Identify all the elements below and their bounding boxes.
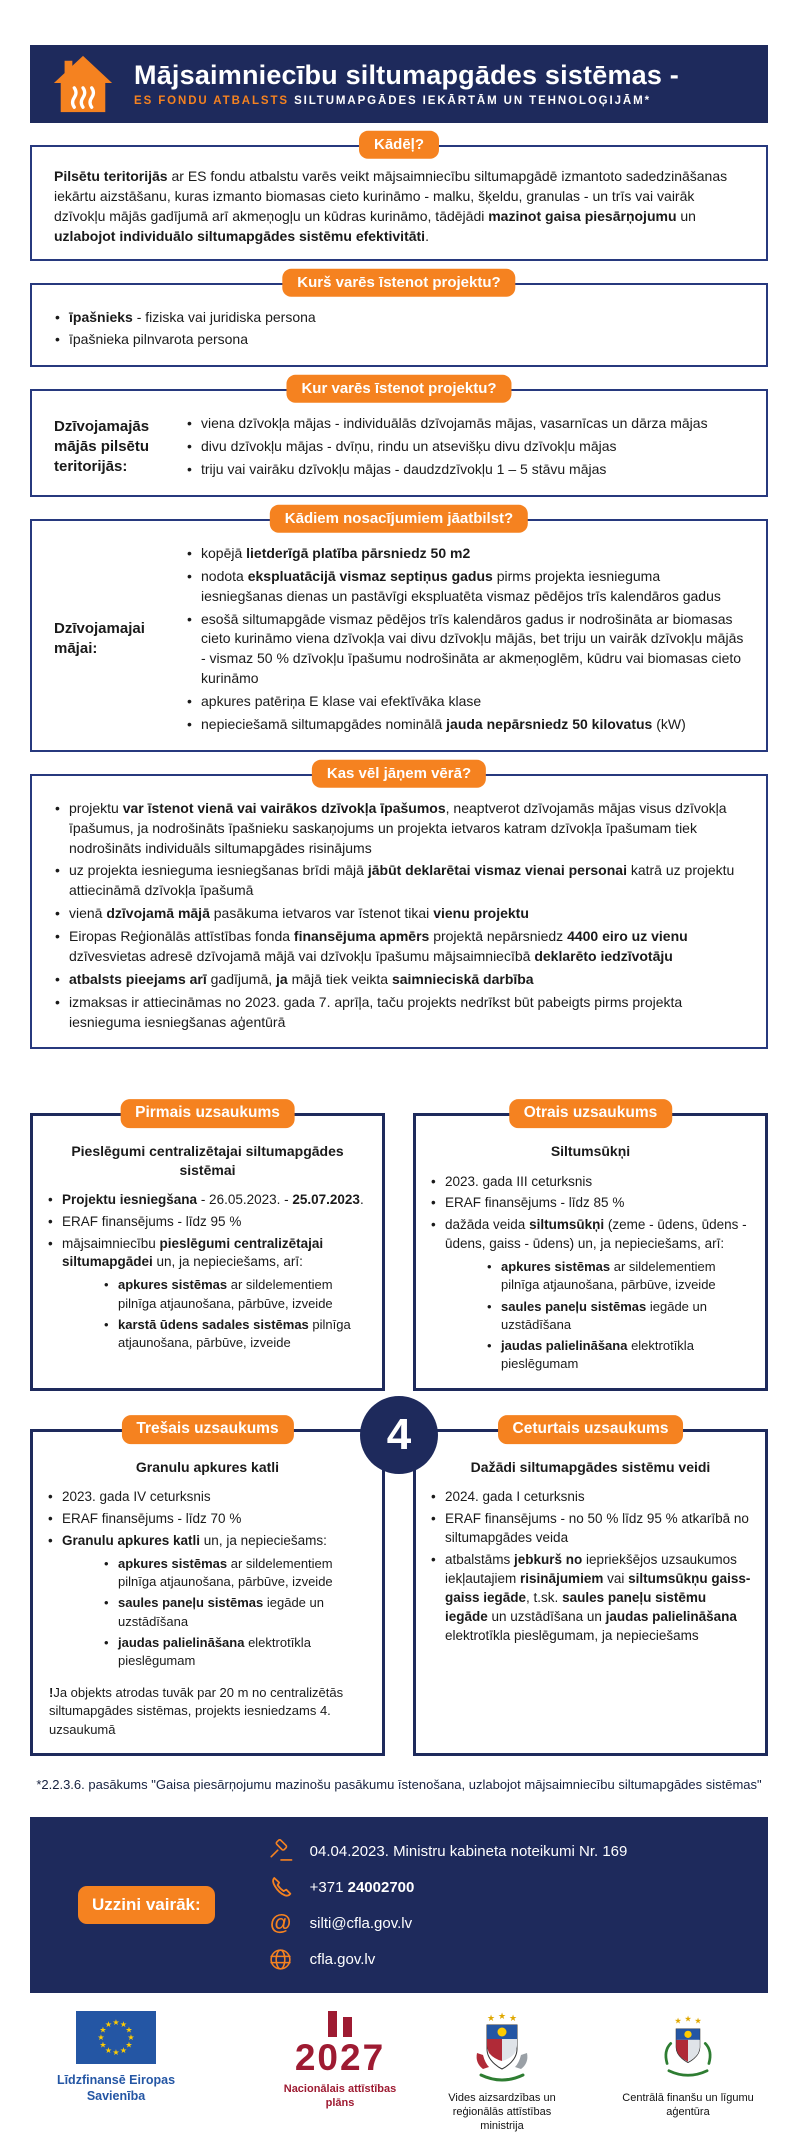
- svg-text:★: ★: [99, 2025, 107, 2035]
- list-item: • jaudas palielināšana elektrotīkla pieslēgumam: [103, 1634, 364, 1670]
- header-text: [134, 61, 679, 107]
- website-row: [267, 1945, 628, 1973]
- svg-text:★: ★: [508, 2014, 518, 2025]
- where-side-label: Dzīvojamajās mājās pilsētu teritorijās:: [54, 417, 150, 476]
- call-fourth-badge: Ceturtais uzsaukums: [498, 1415, 684, 1444]
- page-subtitle: [134, 95, 679, 107]
- section-who-badge: Kurš varēs īstenot projektu?: [282, 268, 515, 296]
- learn-more-badge: Uzzini vairāk:: [78, 1886, 215, 1924]
- list-item: • ERAF finansējums - līdz 70 %: [47, 1510, 368, 1529]
- cfla-logo-caption: Centrālā finanšu un līgumu aģentūra: [622, 2092, 754, 2119]
- svg-text:★: ★: [694, 2015, 702, 2026]
- varam-ministry-logo: [432, 2011, 572, 2133]
- section-conditions-badge: Kādiem nosacījumiem jāatbilst?: [270, 505, 528, 533]
- call-second-title: Siltumsūkņi: [550, 1143, 631, 1160]
- section-where-badge: Kur varēs īstenot projektu?: [286, 375, 511, 403]
- list-item: • nodota ekspluatācijā vismaz septiņus gadus pirms projekta iesnieguma iesniegšanas dienas un pastāvīgi ekspluatēta vismaz pēdējos trīs kalendāros gadus: [186, 567, 744, 607]
- logos-row: [46, 2011, 758, 2133]
- list-item: • viena dzīvokļa mājas - individuālās dzīvojamās mājas, vasarnīcas un dārza mājas: [186, 414, 744, 434]
- list-item: • apkures sistēmas ar sildelementiem pilnīga atjaunošana, pārbūve, izveide: [103, 1276, 364, 1312]
- call-third-badge: Trešais uzsaukums: [121, 1415, 293, 1444]
- call-fourth-bullets: [430, 1488, 751, 1645]
- calls-count-badge: 4: [360, 1396, 438, 1474]
- svg-text:★: ★: [119, 2046, 128, 2056]
- phone-number[interactable]: +371 24002700: [309, 1878, 415, 1896]
- list-item: • īpašnieks - fiziska vai juridiska persona: [54, 308, 744, 328]
- email-row: [267, 1909, 628, 1937]
- list-item: • ERAF finansējums - no 50 % līdz 95 % atkarībā no siltumapgādes veida: [430, 1510, 751, 1548]
- call-first-badge: Pirmais uzsaukums: [120, 1100, 295, 1129]
- list-item: • triju vai vairāku dzīvokļu mājas - daudzdzīvokļu 1 – 5 stāvu mājas: [186, 460, 744, 480]
- list-item: • Eiropas Reģionālās attīstības fonda finansējuma apmērs projektā nepārsniedz 4400 eiro uz vienu dzīvesvietas adresē dzīvojamā mājā vai dzīvokļu īpašumu mājsaimniecībā deklarēto iedzīvotāju: [54, 927, 744, 967]
- section-considerations-badge: Kas vēl jāņem vērā?: [312, 760, 486, 788]
- calls-grid: [30, 1104, 768, 1755]
- regulation-text: 04.04.2023. Ministru kabineta noteikumi Nr. 169: [309, 1842, 628, 1860]
- globe-icon: [267, 1945, 295, 1973]
- website-url[interactable]: cfla.gov.lv: [309, 1950, 376, 1968]
- eu-cofunded-logo: [46, 2011, 186, 2104]
- call-fourth-title: Dažādi siltumapgādes sistēmu veidi: [470, 1459, 711, 1476]
- list-item: • īpašnieka pilnvarota persona: [54, 330, 744, 350]
- list-item: • uz projekta iesnieguma iesniegšanas brīdi mājā jābūt deklarētai vismaz vienai personai katrā uz projektu attiecināmā dzīvokļa īpašumā: [54, 861, 744, 901]
- svg-text:★: ★: [127, 2033, 135, 2043]
- gavel-icon: [267, 1837, 295, 1865]
- svg-text:★: ★: [486, 2014, 496, 2025]
- ndp-logo-caption: Nacionālais attīstības plāns: [283, 2083, 397, 2110]
- list-item: • divu dzīvokļu mājas - dvīņu, rindu un atsevišķu divu dzīvokļu mājas: [186, 437, 744, 457]
- list-item: • karstā ūdens sadales sistēmas pilnīga atjaunošana, pārbūve, izveide: [103, 1316, 364, 1352]
- section-why: [30, 135, 768, 261]
- svg-text:★: ★: [104, 2020, 113, 2030]
- list-item: • atbalsts pieejams arī gadījumā, ja mājā tiek veikta saimnieciskā darbība: [54, 970, 744, 990]
- call-second-sub-bullets: [486, 1258, 747, 1373]
- list-item: • vienā dzīvojamā mājā pasākuma ietvaros var īstenot tikai vienu projektu: [54, 904, 744, 924]
- call-third-warning-note: !Ja objekts atrodas tuvāk par 20 m no centralizētās siltumapgādes sistēmas, projekts iesniedzams 4. uzsaukumā: [49, 1685, 344, 1737]
- svg-text:★: ★: [125, 2025, 133, 2035]
- list-item: • apkures sistēmas ar sildelementiem pilnīga atjaunošana, pārbūve, izveide: [103, 1555, 364, 1591]
- list-item: • saules paneļu sistēmas iegāde un uzstādīšana: [486, 1298, 747, 1334]
- conditions-side-label: Dzīvojamajai mājai:: [54, 620, 145, 658]
- call-box-second: [413, 1104, 768, 1391]
- call-second-badge: Otrais uzsaukums: [509, 1100, 673, 1129]
- varam-coat-of-arms-icon: [469, 2011, 535, 2085]
- varam-logo-caption: Vides aizsardzības un reģionālās attīstības ministrija: [448, 2092, 556, 2132]
- call-box-fourth: [413, 1420, 768, 1756]
- conditions-content: [54, 541, 744, 738]
- header-banner: [30, 45, 768, 123]
- measure-footnote: *2.2.3.6. pasākums "Gaisa piesārņojumu mazinošu pasākumu īstenošana, uzlabojot mājsaimniecību siltumapgādes sistēmas": [36, 1776, 762, 1792]
- page-title: Mājsaimniecību siltumapgādes sistēmas -: [134, 59, 679, 90]
- list-item: • apkures sistēmas ar sildelementiem pilnīga atjaunošana, pārbūve, izveide: [486, 1258, 747, 1294]
- phone-row: [267, 1873, 628, 1901]
- list-item: • Granulu apkures katli un, ja nepieciešams:: [47, 1532, 368, 1551]
- section-who: [30, 273, 768, 368]
- svg-text:★: ★: [99, 2040, 107, 2050]
- list-item: • ERAF finansējums - līdz 95 %: [47, 1213, 368, 1232]
- where-bullet-list: [186, 411, 744, 483]
- flyer-page: [0, 45, 798, 2148]
- svg-text:★: ★: [112, 2018, 120, 2028]
- svg-text:★: ★: [119, 2020, 128, 2030]
- ndp-year: 2027: [294, 2037, 386, 2079]
- list-item: • mājsaimniecību pieslēgumi centralizētajai siltumapgādei un, ja nepieciešams, arī:: [47, 1235, 368, 1273]
- svg-text:★: ★: [497, 2012, 507, 2023]
- cfla-agency-logo: [618, 2011, 758, 2120]
- call-box-first: [30, 1104, 385, 1391]
- svg-text:★: ★: [97, 2033, 105, 2043]
- call-third-bullets: [47, 1488, 368, 1551]
- conditions-bullet-list: [186, 541, 744, 738]
- section-why-badge: Kādēļ?: [359, 131, 439, 159]
- svg-text:★: ★: [104, 2046, 113, 2056]
- call-first-sub-bullets: [103, 1276, 364, 1352]
- contact-footer: [30, 1817, 768, 1993]
- list-item: • Projektu iesniegšana - 26.05.2023. - 25.07.2023.: [47, 1191, 368, 1210]
- call-third-title: Granulu apkures katli: [135, 1459, 280, 1476]
- call-second-bullets: [430, 1173, 751, 1255]
- phone-icon: [267, 1873, 295, 1901]
- considerations-bullet-list: [54, 799, 744, 1033]
- list-item: • nepieciešamā siltumapgādes nominālā jauda nepārsniedz 50 kilovatus (kW): [186, 715, 744, 735]
- list-item: • apkures patēriņa E klase vai efektīvāka klase: [186, 692, 744, 712]
- list-item: • 2024. gada I ceturksnis: [430, 1488, 751, 1507]
- svg-text:★: ★: [112, 2048, 120, 2058]
- list-item: • saules paneļu sistēmas iegāde un uzstādīšana: [103, 1594, 364, 1630]
- call-first-title: Pieslēgumi centralizētajai siltumapgādes sistēmai: [71, 1143, 344, 1178]
- call-box-third: [30, 1420, 385, 1756]
- regulation-row: [267, 1837, 628, 1865]
- svg-text:★: ★: [674, 2015, 682, 2026]
- list-item: • esošā siltumapgāde vismaz pēdējos trīs kalendāros gadus ir nodrošināta ar biomasas cieto kurināmo viena dzīvokļa vai divu dzīvokļu mājās, bet triju un vairāk dzīvokļu mājās - vismaz 50 % dzīvokļu īpašumu nodrošināta ar akmeņoglēm, kūdru vai biomasas cieto kurināmo: [186, 610, 744, 690]
- list-item: • izmaksas ir attiecināmas no 2023. gada 7. aprīļa, taču projekts nedrīkst būt pabeigts pirms projekta iesnieguma iesniegšanas aģentūrā: [54, 993, 744, 1033]
- heating-house-icon: [52, 53, 114, 115]
- list-item: • ERAF finansējums - līdz 85 %: [430, 1194, 751, 1213]
- svg-text:★: ★: [684, 2013, 692, 2024]
- ndp-bars-icon: [328, 2011, 352, 2037]
- subtitle-highlight: ES FONDU ATBALSTS: [134, 95, 289, 108]
- national-development-plan-logo: [270, 2011, 410, 2111]
- eu-logo-caption: Līdzfinansē Eiropas Savienība: [56, 2073, 176, 2103]
- list-item: • projektu var īstenot vienā vai vairākos dzīvokļa īpašumos, neaptverot dzīvojamās mājas visus dzīvokļa īpašumus, ja nodrošināts īpašnieku saskaņojums un projekta ietvaros katram dzīvokļa īpašumam tiek nodrošināts individuāls siltumapgādes risinājums: [54, 799, 744, 859]
- list-item: • dažāda veida siltumsūkņi (zeme - ūdens, ūdens - ūdens, gaiss - ūdens) un, ja nepieciešams, arī:: [430, 1216, 751, 1254]
- section-where: [30, 380, 768, 497]
- who-bullet-list: [54, 308, 744, 351]
- list-item: • kopējā lietderīgā platība pārsniedz 50 m2: [186, 544, 744, 564]
- call-first-bullets: [47, 1191, 368, 1273]
- where-content: [54, 411, 744, 483]
- list-item: • 2023. gada IV ceturksnis: [47, 1488, 368, 1507]
- contact-rows: [267, 1837, 628, 1973]
- svg-text:★: ★: [125, 2040, 133, 2050]
- section-conditions: [30, 509, 768, 752]
- at-icon: @: [269, 1910, 292, 1936]
- email-address[interactable]: silti@cfla.gov.lv: [309, 1914, 413, 1932]
- list-item: • 2023. gada III ceturksnis: [430, 1173, 751, 1192]
- why-paragraph: Pilsētu teritorijās ar ES fondu atbalstu varēs veikt mājsaimniecību siltumapgādē izmantoto sadedzināšanas iekārtu aizstāšanu, kuras izmanto biomasas cieto kurināmo - malku, šķeldu, granulas - un trīs vai vairāk dzīvokļu mājās gadījumā arī akmeņogļu un kūdras kurināmo, tādējādi mazinot gaisa piesārņojumu un uzlabojot individuālo siltumapgādes sistēmu efektivitāti.: [54, 168, 728, 244]
- list-item: • jaudas palielināšana elektrotīkla pieslēgumam: [486, 1337, 747, 1373]
- eu-flag-icon: [76, 2011, 156, 2064]
- cfla-coat-of-arms-icon: [658, 2011, 718, 2085]
- subtitle-rest: SILTUMAPGĀDES IEKĀRTĀM UN TEHNOLOĢIJĀM*: [288, 95, 651, 108]
- section-considerations: [30, 764, 768, 1050]
- call-third-sub-bullets: [103, 1555, 364, 1670]
- list-item: • atbalstāms jebkurš no iepriekšējos uzsaukumos iekļautajiem risinājumiem vai siltumsūkņu gaiss-gaiss iegāde, t.sk. saules paneļu sistēmu iegāde un uzstādīšana un jaudas palielināšana elektrotīkla pieslēgumam, ja nepieciešams: [430, 1551, 751, 1645]
